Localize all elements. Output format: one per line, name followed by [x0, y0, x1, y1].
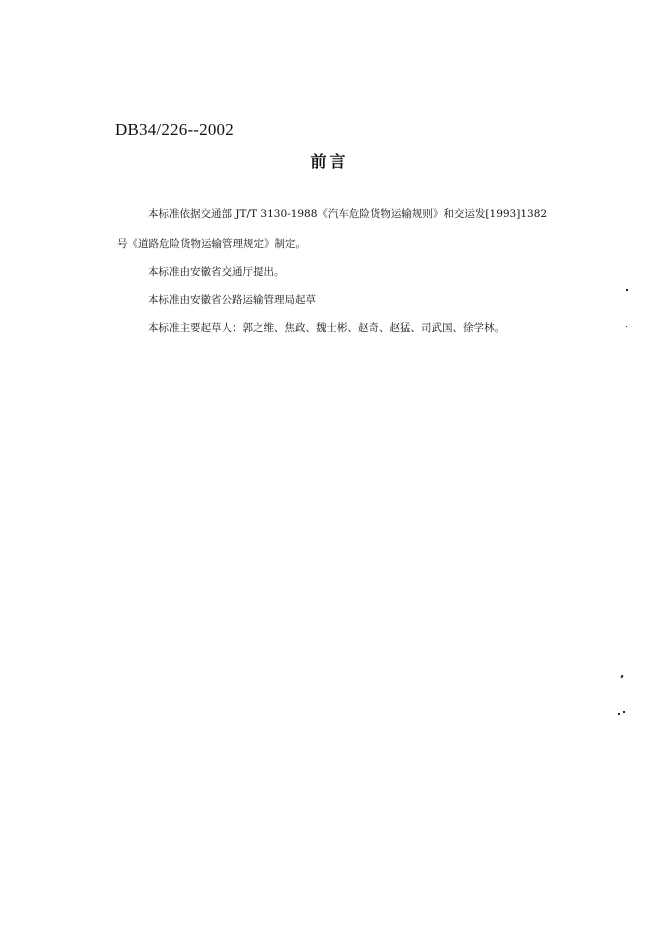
scan-speck: [626, 326, 627, 327]
paragraph-basis-line2: 号《道路危险货物运输管理规定》制定。: [117, 238, 306, 250]
document-code: DB34/226--2002: [115, 120, 234, 139]
scan-speck: [618, 713, 620, 715]
scan-speck: [623, 711, 625, 713]
scan-speck: [626, 289, 628, 291]
paragraph-basis-line1: 本标准依据交通部 JT/T 3130-1988《汽车危险货物运输规则》和交运发[1993]1382: [148, 208, 548, 220]
paragraph-drafting-unit: 本标准由安徽省公路运输管理局起草: [148, 294, 316, 306]
scan-speck: [620, 675, 623, 679]
paragraph-drafters: 本标准主要起草人：郭之维、焦政、魏士彬、赵奇、赵猛、司武国、徐学林。: [148, 322, 505, 334]
page-title: 前言: [310, 152, 349, 171]
paragraph-proposer: 本标准由安徽省交通厅提出。: [148, 266, 285, 278]
